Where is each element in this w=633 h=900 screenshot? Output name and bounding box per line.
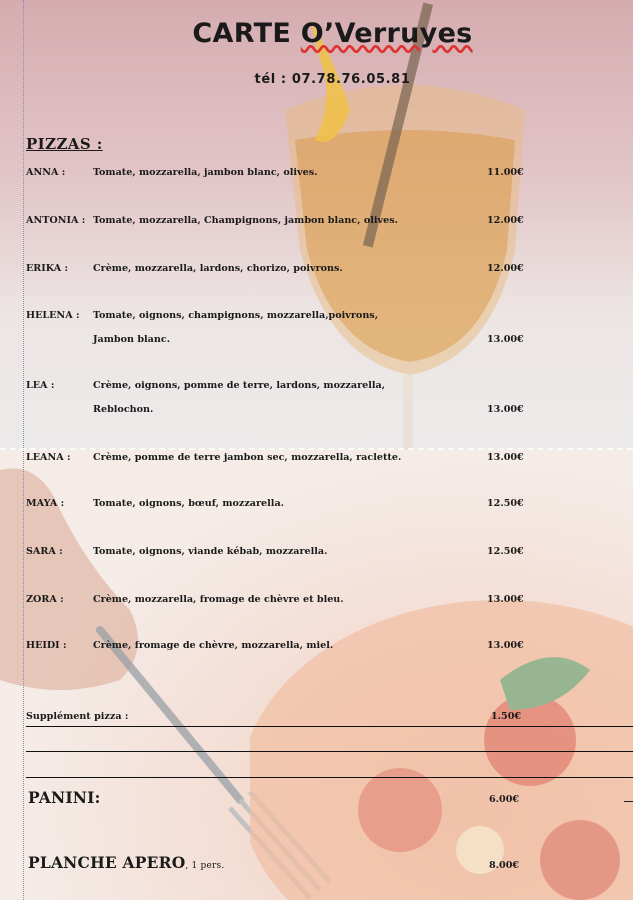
divider-rule xyxy=(26,726,633,727)
pizza-description: Crème, mozzarella, lardons, chorizo, poivrons. xyxy=(93,263,343,274)
pizza-description: Crème, mozzarella, fromage de chèvre et bleu. xyxy=(93,594,344,605)
pizza-description: Tomate, oignons, bœuf, mozzarella. xyxy=(93,498,285,509)
pizza-price: 12.50€ xyxy=(487,498,524,509)
supplement-price: 1.50€ xyxy=(491,711,522,722)
pizza-name: HELENA : xyxy=(26,310,80,321)
pizza-price: 12.00€ xyxy=(487,215,524,226)
pizza-price: 11.00€ xyxy=(487,167,524,178)
menu-title-name: O’Verruyes xyxy=(300,18,473,49)
menu-title-prefix: CARTE xyxy=(192,18,301,49)
underline-mark xyxy=(624,801,633,802)
pizza-description: Crème, pomme de terre jambon sec, mozzarella, raclette. xyxy=(93,452,402,463)
pizza-name: ERIKA : xyxy=(26,263,69,274)
pizza-name: MAYA : xyxy=(26,498,65,509)
pizza-description: Crème, oignons, pomme de terre, lardons, mozzarella, xyxy=(93,380,386,391)
pizza-name: ANNA : xyxy=(26,167,66,178)
pizza-description: Tomate, oignons, champignons, mozzarella,poivrons, xyxy=(93,310,379,321)
divider-rule xyxy=(26,777,633,778)
pizza-price: 12.00€ xyxy=(487,263,524,274)
menu-title xyxy=(0,18,633,49)
pizzas-section-title: PIZZAS : xyxy=(26,135,103,153)
pizza-price: 12.50€ xyxy=(487,546,524,557)
pizza-description: Crème, fromage de chèvre, mozzarella, miel. xyxy=(93,640,334,651)
pizza-description: Tomate, oignons, viande kébab, mozzarella. xyxy=(93,546,328,557)
panini-price: 6.00€ xyxy=(489,794,520,805)
pizza-price: 13.00€ xyxy=(487,452,524,463)
planche-label: PLANCHE APERO xyxy=(28,853,186,872)
phone-number: tél : 07.78.76.05.81 xyxy=(254,72,411,87)
planche-price: 8.00€ xyxy=(489,860,520,871)
pizza-description-line2: Reblochon. xyxy=(93,404,154,415)
panini-label: PANINI: xyxy=(28,788,101,807)
pizza-name: ZORA : xyxy=(26,594,64,605)
pizza-name: SARA : xyxy=(26,546,63,557)
pizza-name: LEANA : xyxy=(26,452,71,463)
pizza-price: 13.00€ xyxy=(487,594,524,605)
pizza-description: Tomate, mozzarella, Champignons, jambon blanc, olives. xyxy=(93,215,398,226)
pizza-name: LEA : xyxy=(26,380,55,391)
pizza-name: ANTONIA : xyxy=(26,215,86,226)
pizza-price: 13.00€ xyxy=(487,334,524,345)
planche-apero xyxy=(28,853,224,872)
pizza-description-line2: Jambon blanc. xyxy=(93,334,171,345)
pizza-price: 13.00€ xyxy=(487,404,524,415)
planche-note: , 1 pers. xyxy=(185,861,225,871)
pizza-price: 13.00€ xyxy=(487,640,524,651)
pizza-name: HEIDI : xyxy=(26,640,67,651)
pizza-description: Tomate, mozzarella, jambon blanc, olives. xyxy=(93,167,318,178)
divider-rule xyxy=(26,751,633,752)
supplement-label: Supplément pizza : xyxy=(26,711,129,722)
